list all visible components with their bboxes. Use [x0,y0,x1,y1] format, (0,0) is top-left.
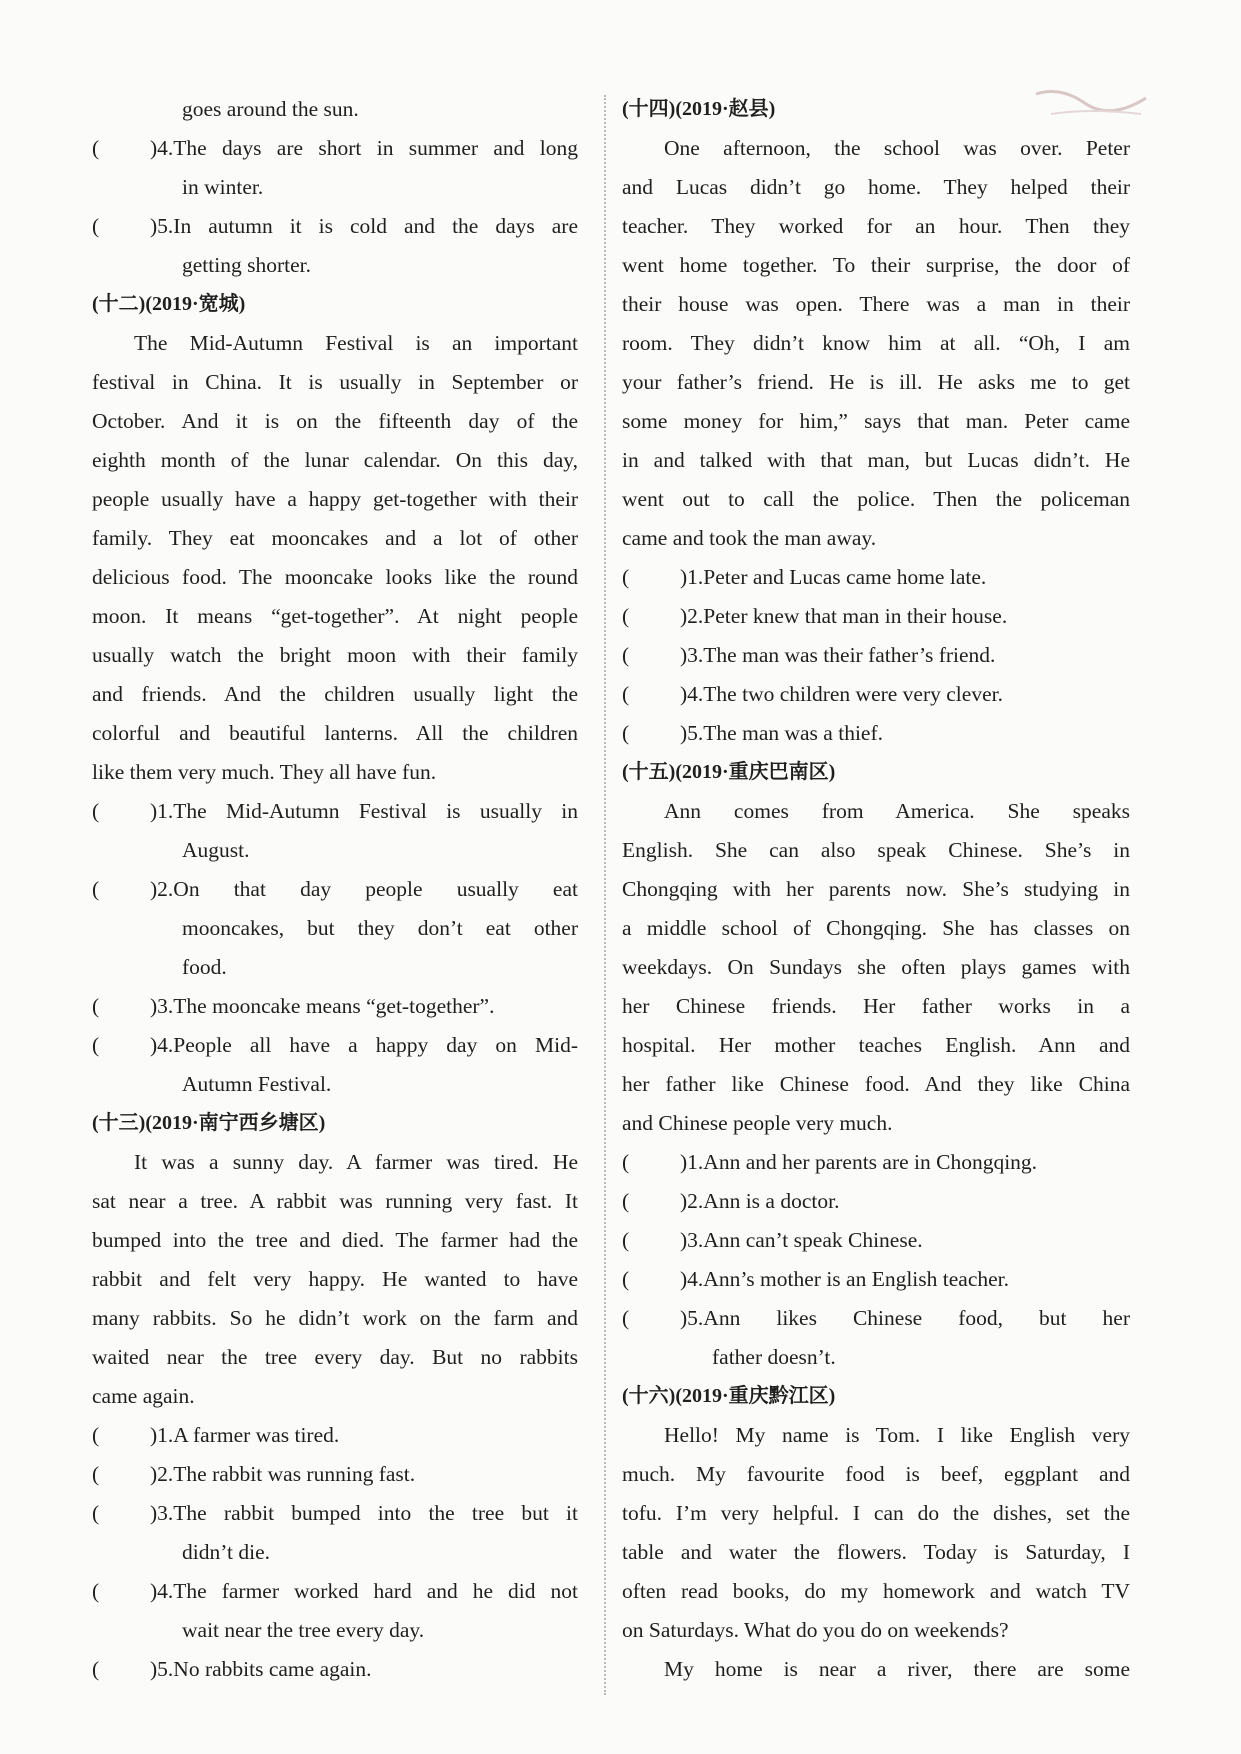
section-title: (十六)(2019·重庆黔江区) [622,1385,836,1407]
column-divider [604,95,606,1695]
question-2: ( )2. The rabbit was running fast. [92,1455,578,1494]
answer-blank[interactable]: ( [622,721,630,745]
answer-blank[interactable]: ( [622,643,630,667]
question-2: ( )2. Ann is a doctor. [622,1182,1130,1221]
question-1: ( )1. Peter and Lucas came home late. [622,558,1130,597]
answer-blank[interactable]: ( [92,994,100,1018]
answer-blank[interactable]: ( [622,1306,630,1330]
question-2: ( )2. Peter knew that man in their house. [622,597,1130,636]
section-title: (十四)(2019·赵县) [622,98,776,120]
question-3: ( )3. The man was their father’s friend. [622,636,1130,675]
answer-blank[interactable]: ( [622,1189,630,1213]
answer-blank[interactable]: ( [92,1657,100,1681]
passage: It was a sunny day. A farmer was tired. He sat near a tree. A rabbit was running very fast. It bumped into the tree and died. The farmer had the rabbit and felt very happy. He wanted to have many rabbits. So he didn’t work on the farm and waited near the tree every day. But no rabbits came again. [92,1150,578,1408]
passage: Ann comes from America. She speaks English. She can also speak Chinese. She’s in Chongqing with her parents now. She’s studying in a middle school of Chongqing. She has classes on weekdays. On Sundays she often plays games with her Chinese friends. Her father works in a hospital. Her mother teaches English. Ann and her father like Chinese food. And they like China and Chinese people very much. [622,799,1130,1135]
section-title: (十三)(2019·南宁西乡塘区) [92,1112,326,1134]
section-title: (十二)(2019·宽城) [92,293,246,315]
answer-blank[interactable]: ( [92,1501,100,1525]
question-4: ( )4. The two children were very clever. [622,675,1130,714]
question-4: ( )4. Ann’s mother is an English teacher. [622,1260,1130,1299]
question-3: ( )3. The mooncake means “get-together”. [92,987,578,1026]
answer-blank[interactable]: ( [622,1228,630,1252]
passage-line: goes around the sun. [182,97,359,121]
passage: The Mid-Autumn Festival is an important festival in China. It is usually in September or October. And it is on the fifteenth day of the eighth month of the lunar calendar. On this day, people usually have a happy get-together with their family. They eat mooncakes and a lot of other delicious food. The mooncake looks like the round moon. It means “get-together”. At night people usually watch the bright moon with their family and friends. And the children usually light the colorful and beautiful lanterns. All the children like them very much. They all have fun. [92,331,578,784]
answer-blank[interactable]: ( [92,1579,100,1603]
answer-blank[interactable]: ( [92,877,100,901]
question-4: ( )4. People all have a happy day on Mid- [92,1026,578,1065]
answer-blank[interactable]: ( [92,1423,100,1447]
question-1: ( )1. Ann and her parents are in Chongqing. [622,1143,1130,1182]
question-3: ( )3. Ann can’t speak Chinese. [622,1221,1130,1260]
question-1: ( )1. The Mid-Autumn Festival is usually in [92,792,578,831]
right-column: (十四)(2019·赵县) One afternoon, the school was over. Peter and Lucas didn’t go home. They helped their teacher. They worked for an hour. Then they went home together. To their surprise, the door of their house was open. There was a man in their room. They didn’t know him at all. “Oh, I am your father’s friend. He is ill. He asks me to get some money for him,” says that man. Peter came in and talked with that man, but Lucas didn’t. He went out to call the police. Then the policeman came and took the man away. ( )1. Peter and Lucas came home late. ( )2. Peter knew that man in their house. ( )3. The man was their father’s friend. ( )4. The two children were very clever. ( )5. The man was a thief. (十五)(2019·重庆巴南区) Ann comes from America. She speaks English. She can also speak Chinese. She’s in Chongqing with her parents now. She’s studying in a middle school of Chongqing. She has classes on weekdays. On Sundays she often plays games with her Chinese friends. Her father works in a hospital. Her mother teaches English. Ann and her father like Chinese food. And they like China and Chinese people very much. ( )1. Ann and her parents are in Chongqing. ( )2. Ann is a doctor. ( )3. Ann can’t speak Chinese. ( )4. Ann’s mother is an English teacher. ( )5. Ann likes Chinese food, but her father doesn’t. (十六)(2019·重庆黔江区) Hello! My name is Tom. I like English very much. My favourite food is beef, eggplant and tofu. I’m very helpful. I can do the dishes, set the table and water the flowers. Today is Saturday, I often read books, do my homework and watch TV on Saturdays. What do you do on weekends? My home is near a river, there are some [622,90,1130,1689]
answer-blank[interactable]: ( [622,604,630,628]
question-2: ( )2. On that day people usually eat [92,870,578,909]
answer-blank[interactable]: ( [92,799,100,823]
answer-blank[interactable]: ( [622,1267,630,1291]
question-4: ( )4. The days are short in summer and long in winter. [92,129,578,207]
answer-blank[interactable]: ( [622,682,630,706]
passage: Hello! My name is Tom. I like English very much. My favourite food is beef, eggplant and tofu. I’m very helpful. I can do the dishes, set the table and water the flowers. Today is Saturday, I often read books, do my homework and watch TV on Saturdays. What do you do on weekends? My home is near a river, there are some [622,1423,1130,1681]
answer-blank[interactable]: ( [92,214,100,238]
question-5: ( )5. The man was a thief. [622,714,1130,753]
question-5: ( )5. No rabbits came again. [92,1650,578,1689]
answer-blank[interactable]: ( [622,1150,630,1174]
question-1: ( )1. A farmer was tired. [92,1416,578,1455]
question-4: ( )4. The farmer worked hard and he did not [92,1572,578,1611]
section-title: (十五)(2019·重庆巴南区) [622,761,836,783]
question-5: ( )5. Ann likes Chinese food, but her [622,1299,1130,1338]
question-5: ( )5. In autumn it is cold and the days are getting shorter. [92,207,578,285]
answer-blank[interactable]: ( [622,565,630,589]
passage: One afternoon, the school was over. Peter and Lucas didn’t go home. They helped their teacher. They worked for an hour. Then they went home together. To their surprise, the door of their house was open. There was a man in their room. They didn’t know him at all. “Oh, I am your father’s friend. He is ill. He asks me to get some money for him,” says that man. Peter came in and talked with that man, but Lucas didn’t. He went out to call the police. Then the policeman came and took the man away. [622,136,1130,550]
answer-blank[interactable]: ( [92,1033,100,1057]
answer-blank[interactable]: ( [92,1462,100,1486]
left-column: goes around the sun. ( )4. The days are short in summer and long in winter. ( )5. In autumn it is cold and the days are getting shorter. (十二)(2019·宽城) The Mid-Autumn Festival is an important festival in China. It is usually in September or October. And it is on the fifteenth day of the eighth month of the lunar calendar. On this day, people usually have a happy get-together with their family. They eat mooncakes and a lot of other delicious food. The mooncake looks like the round moon. It means “get-together”. At night people usually watch the bright moon with their family and friends. And the children usually light the colorful and beautiful lanterns. All the children like them very much. They all have fun. ( )1. The Mid-Autumn Festival is usually in August. ( )2. On that day people usually eat mooncakes, but they don’t eat other food. ( )3. The mooncake means “get-together”. ( )4. People all have a happy day on Mid- Autumn Festival. (十三)(2019·南宁西乡塘区) It was a sunny day. A farmer was tired. He sat near a tree. A rabbit was running very fast. It bumped into the tree and died. The farmer had the rabbit and felt very happy. He wanted to have many rabbits. So he didn’t work on the farm and waited near the tree every day. But no rabbits came again. ( )1. A farmer was tired. ( )2. The rabbit was running fast. ( )3. The rabbit bumped into the tree but it didn’t die. ( )4. The farmer worked hard and he did not wait near the tree every day. ( )5. No rabbits came again. [92,90,578,1689]
question-3: ( )3. The rabbit bumped into the tree but it [92,1494,578,1533]
answer-blank[interactable]: ( [92,136,100,160]
